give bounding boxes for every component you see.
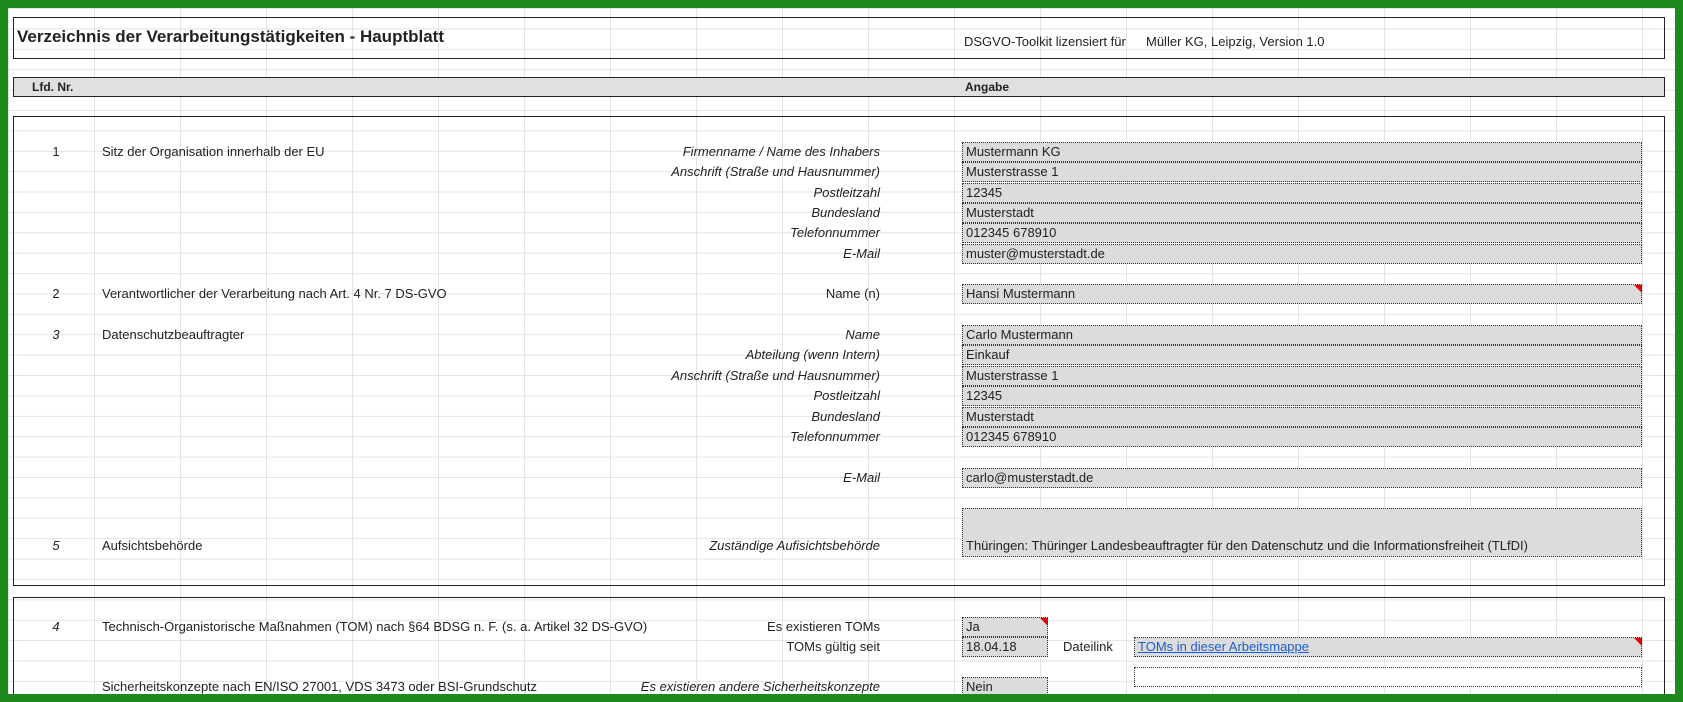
label-postleitzahl: Postleitzahl xyxy=(813,185,880,200)
field-postleitzahl[interactable]: 12345 xyxy=(962,183,1642,203)
field-empty[interactable] xyxy=(1134,667,1642,687)
field-verantwortlicher-name[interactable]: Hansi Mustermann xyxy=(962,284,1642,304)
field-toms-valid[interactable]: 18.04.18 xyxy=(962,637,1048,657)
page-title: Verzeichnis der Verarbeitungstätigkeiten - Hauptblatt xyxy=(17,27,444,46)
row-number-1: 1 xyxy=(52,144,60,159)
label-firmenname: Firmenname / Name des Inhabers xyxy=(682,144,880,159)
field-email[interactable]: muster@musterstadt.de xyxy=(962,244,1642,264)
section-title-dsb: Datenschutzbeauftragter xyxy=(102,327,245,342)
label-dsb-email: E-Mail xyxy=(843,470,880,485)
section-title-sitz: Sitz der Organisation innerhalb der EU xyxy=(102,144,325,159)
section-title-verantwortlicher: Verantwortlicher der Verarbeitung nach Art. 4 Nr. 7 DS-GVO xyxy=(102,286,447,301)
toms-file-link[interactable]: TOMs in dieser Arbeitsmappe xyxy=(1138,639,1309,654)
label-dsb-name: Name xyxy=(845,327,880,342)
section-title-aufsicht: Aufsichtsbehörde xyxy=(102,538,203,553)
label-anschrift: Anschrift (Straße und Hausnummer) xyxy=(671,164,880,179)
field-dsb-bundesland[interactable]: Musterstadt xyxy=(962,407,1642,427)
row-number-3: 3 xyxy=(52,327,60,342)
field-dsb-anschrift[interactable]: Musterstrasse 1 xyxy=(962,366,1642,386)
field-telefonnummer[interactable]: 012345 678910 xyxy=(962,223,1642,243)
row-number-2: 2 xyxy=(52,286,60,301)
field-dsb-name[interactable]: Carlo Mustermann xyxy=(962,325,1642,345)
field-anschrift[interactable]: Musterstrasse 1 xyxy=(962,162,1642,182)
field-dsb-abteilung[interactable]: Einkauf xyxy=(962,345,1642,365)
comment-marker-icon[interactable] xyxy=(1634,638,1642,646)
field-dsb-telefonnummer[interactable]: 012345 678910 xyxy=(962,427,1642,447)
column-header-nr: Lfd. Nr. xyxy=(32,80,74,94)
spreadsheet-sheet xyxy=(8,8,1675,694)
field-toms-exist[interactable]: Ja xyxy=(962,617,1048,637)
label-dsb-postleitzahl: Postleitzahl xyxy=(813,388,880,403)
license-label: DSGVO-Toolkit lizensiert für xyxy=(964,34,1126,49)
comment-marker-icon[interactable] xyxy=(1040,618,1048,626)
label-name-n: Name (n) xyxy=(825,286,880,301)
label-dateilink: Dateilink xyxy=(1063,639,1113,654)
comment-marker-icon[interactable] xyxy=(1634,285,1642,293)
label-dsb-abteilung: Abteilung (wenn Intern) xyxy=(745,347,880,362)
label-bundesland: Bundesland xyxy=(811,205,880,220)
row-number-5: 5 xyxy=(52,538,60,553)
label-dsb-anschrift: Anschrift (Straße und Hausnummer) xyxy=(671,368,880,383)
column-header-angabe: Angabe xyxy=(965,80,1010,94)
label-sicherheitskonzepte: Es existieren andere Sicherheitskonzepte xyxy=(640,679,880,694)
column-header-bar xyxy=(13,77,1665,97)
label-telefonnummer: Telefonnummer xyxy=(790,225,880,240)
field-firmenname[interactable]: Mustermann KG xyxy=(962,142,1642,162)
label-toms-valid: TOMs gültig seit xyxy=(786,639,880,654)
label-toms-exist: Es existieren TOMs xyxy=(767,619,880,634)
label-dsb-bundesland: Bundesland xyxy=(811,409,880,424)
label-email: E-Mail xyxy=(843,246,880,261)
label-aufsichtsbehoerde: Zuständige Aufisichtsbehörde xyxy=(709,538,880,553)
label-dsb-telefonnummer: Telefonnummer xyxy=(790,429,880,444)
field-sicherheitskonzepte[interactable]: Nein xyxy=(962,677,1048,694)
section-title-tom: Technisch-Organistorische Maßnahmen (TOM) nach §64 BDSG n. F. (s. a. Artikel 32 DS-GVO) xyxy=(102,619,648,634)
field-bundesland[interactable]: Musterstadt xyxy=(962,203,1642,223)
section-title-sicherheitskonzepte: Sicherheitskonzepte nach EN/ISO 27001, VDS 3473 oder BSI-Grundschutz xyxy=(102,679,538,694)
field-dsb-email[interactable]: carlo@musterstadt.de xyxy=(962,468,1642,488)
license-value: Müller KG, Leipzig, Version 1.0 xyxy=(1146,34,1325,49)
row-number-4: 4 xyxy=(52,619,60,634)
field-aufsichtsbehoerde[interactable]: Thüringen: Thüringer Landesbeauftragter für den Datenschutz und die Informationsfreiheit (TLfDI) xyxy=(962,508,1642,557)
field-dsb-postleitzahl[interactable]: 12345 xyxy=(962,386,1642,406)
field-dateilink[interactable] xyxy=(1134,637,1642,657)
